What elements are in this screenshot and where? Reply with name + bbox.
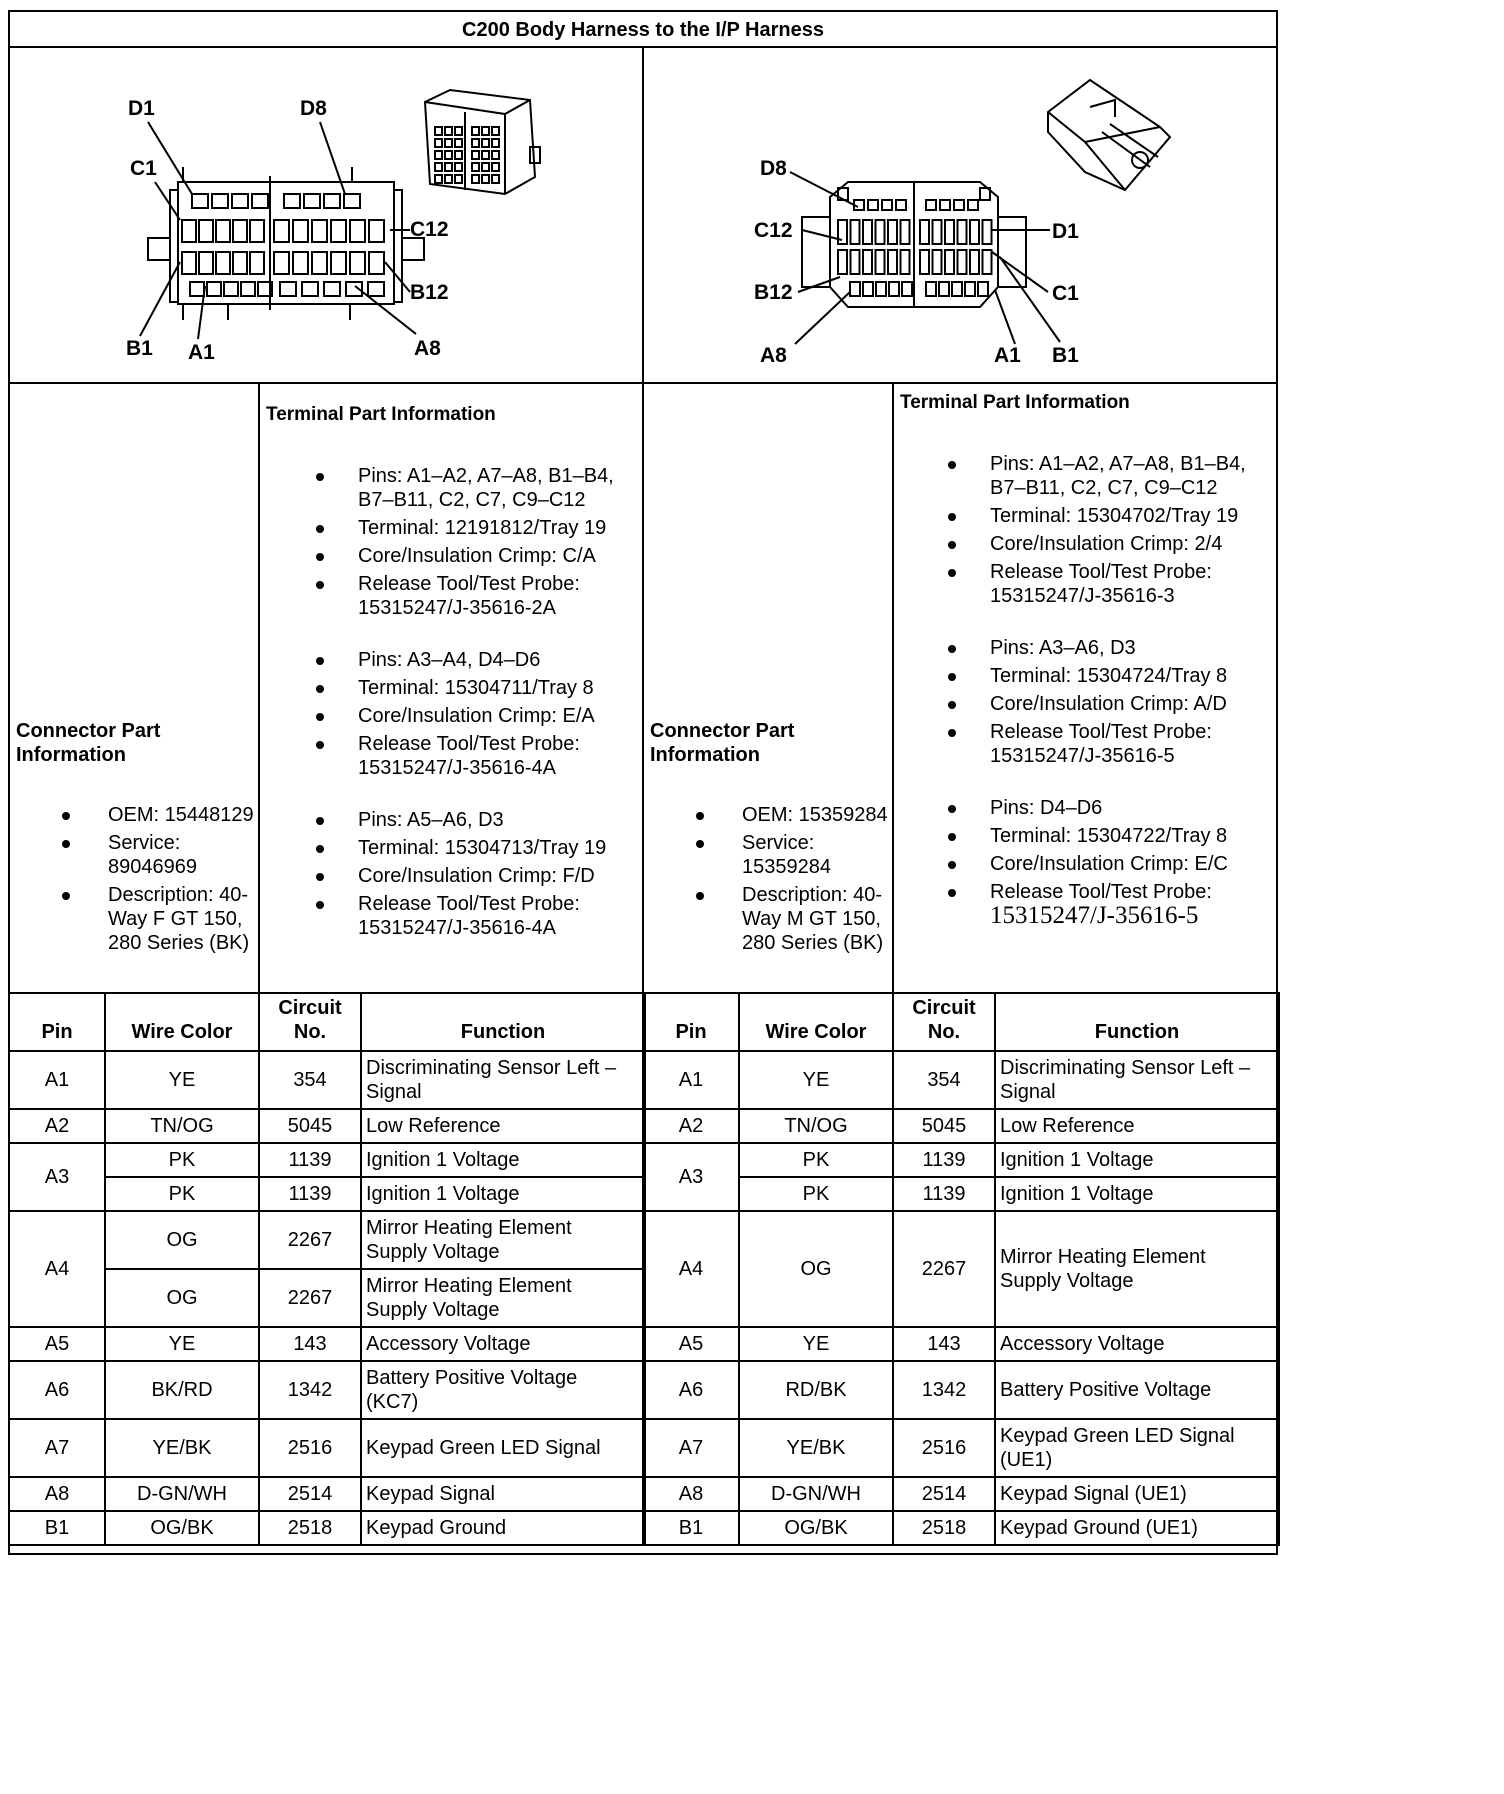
bullet-text-line: 280 Series (BK) [742, 932, 884, 954]
bullet-text-line: 15315247/J-35616-4A [358, 917, 556, 939]
bullet-text-line: Terminal: 15304711/Tray 8 [358, 677, 594, 699]
list-item [60, 883, 260, 955]
list-item [942, 664, 1272, 688]
diagram-label: C1 [130, 157, 157, 180]
circuit-cell: 2267 [893, 1211, 995, 1327]
list-item [942, 532, 1272, 556]
list-item [942, 720, 1272, 768]
table-row [643, 1143, 1279, 1177]
left-connector-diagram [110, 72, 550, 372]
terminal-group [310, 808, 640, 940]
diagram-label: D1 [1052, 220, 1079, 243]
wire-color-cell: PK [739, 1177, 893, 1211]
bullet-text-line: Release Tool/Test Probe: [990, 561, 1212, 583]
pin-cell: A8 [643, 1477, 739, 1511]
leader-line [140, 262, 180, 336]
bullet-text-line: Terminal: 15304713/Tray 19 [358, 837, 607, 859]
wire-color-cell: OG [105, 1211, 259, 1269]
pin-cell: B1 [9, 1511, 105, 1545]
function-cell: Ignition 1 Voltage [995, 1143, 1279, 1177]
wire-color-cell: YE/BK [739, 1419, 893, 1477]
bullet-text-line: 15359284 [742, 856, 831, 878]
leader-line [995, 290, 1015, 344]
wire-color-cell: YE/BK [105, 1419, 259, 1477]
function-cell: Ignition 1 Voltage [361, 1143, 645, 1177]
bullet-text-line: 280 Series (BK) [108, 932, 250, 954]
function-cell: Keypad Green LED Signal (UE1) [995, 1419, 1279, 1477]
pin-cell: A3 [643, 1143, 739, 1211]
connector-part-list [694, 803, 894, 959]
wire-color-cell: PK [105, 1177, 259, 1211]
terminal-group [942, 452, 1272, 608]
pin-cell: A5 [9, 1327, 105, 1361]
terminal-part-list [310, 464, 640, 968]
diagram-label: A8 [414, 337, 441, 360]
circuit-cell: 1139 [893, 1143, 995, 1177]
wire-color-cell: OG [739, 1211, 893, 1327]
connector-3d-view [1048, 80, 1170, 190]
list-item [310, 516, 640, 540]
bullet-text-line: B7–B11, C2, C7, C9–C12 [990, 477, 1218, 499]
function-cell: Battery Positive Voltage (KC7) [361, 1361, 645, 1419]
wire-color-cell: YE [739, 1051, 893, 1109]
list-item [310, 864, 640, 888]
column-header-function: Function [995, 993, 1279, 1051]
bullet-text-line: 15315247/J-35616-5 [990, 902, 1199, 929]
list-item [310, 836, 640, 860]
diagram-label: A8 [760, 344, 787, 367]
bullet-text-line: Core/Insulation Crimp: F/D [358, 865, 595, 887]
diagram-label: B1 [126, 337, 153, 360]
bullet-icon [948, 805, 956, 813]
wire-color-cell: OG/BK [105, 1511, 259, 1545]
bullet-text-line: OEM: 15359284 [742, 804, 888, 826]
circuit-cell: 1139 [893, 1177, 995, 1211]
list-item [60, 803, 260, 827]
bullet-icon [948, 461, 956, 469]
terminal-group [942, 796, 1272, 928]
bullet-text-line: Release Tool/Test Probe: [990, 881, 1212, 903]
divider [10, 382, 1276, 384]
wire-color-cell: PK [739, 1143, 893, 1177]
bullet-icon [62, 892, 70, 900]
circuit-cell: 2514 [259, 1477, 361, 1511]
table-row [9, 1143, 645, 1177]
bullet-icon [948, 569, 956, 577]
bullet-text-line: Terminal: 15304724/Tray 8 [990, 665, 1228, 687]
bullet-icon [316, 817, 324, 825]
circuit-cell: 5045 [893, 1109, 995, 1143]
table-row [643, 1327, 1279, 1361]
bullet-text-line: OEM: 15448129 [108, 804, 254, 826]
wire-color-cell: TN/OG [105, 1109, 259, 1143]
connector-part-heading: Connector Part Information [16, 720, 161, 766]
circuit-cell: 2514 [893, 1477, 995, 1511]
function-cell: Discriminating Sensor Left – Signal [361, 1051, 645, 1109]
wire-color-cell: D-GN/WH [105, 1477, 259, 1511]
function-cell: Battery Positive Voltage [995, 1361, 1279, 1419]
circuit-cell: 354 [893, 1051, 995, 1109]
column-header-pin: Pin [643, 993, 739, 1051]
function-cell: Mirror Heating Element Supply Voltage [995, 1211, 1279, 1327]
table-row [9, 1361, 645, 1419]
bullet-text-line: Terminal: 15304702/Tray 19 [990, 505, 1239, 527]
bullet-icon [316, 581, 324, 589]
wire-color-cell: YE [105, 1327, 259, 1361]
function-cell: Mirror Heating Element Supply Voltage [361, 1211, 645, 1269]
bullet-icon [948, 861, 956, 869]
bullet-text-line: Way M GT 150, [742, 908, 881, 930]
diagram-label: B12 [754, 281, 793, 304]
connector-sheet [8, 10, 1278, 1555]
bullet-text-line: Core/Insulation Crimp: E/C [990, 853, 1228, 875]
bullet-icon [316, 901, 324, 909]
table-row [643, 1477, 1279, 1511]
leader-line [320, 122, 345, 194]
pin-cell: A6 [643, 1361, 739, 1419]
bullet-text-line: Core/Insulation Crimp: C/A [358, 545, 596, 567]
bullet-text-line: 15315247/J-35616-2A [358, 597, 556, 619]
bullet-text-line: Service: [742, 832, 815, 854]
list-item [310, 732, 640, 780]
list-item [942, 796, 1272, 820]
bullet-icon [948, 729, 956, 737]
leader-line [385, 262, 410, 292]
function-cell: Keypad Green LED Signal [361, 1419, 645, 1477]
list-item [694, 831, 894, 879]
list-item [310, 892, 640, 940]
pin-cell: A6 [9, 1361, 105, 1419]
function-cell: Discriminating Sensor Left – Signal [995, 1051, 1279, 1109]
function-cell: Low Reference [995, 1109, 1279, 1143]
leader-line [198, 286, 205, 339]
circuit-cell: 2267 [259, 1269, 361, 1327]
function-cell: Mirror Heating Element Supply Voltage [361, 1269, 645, 1327]
bullet-icon [696, 840, 704, 848]
list-item [942, 452, 1272, 500]
wire-color-cell: D-GN/WH [739, 1477, 893, 1511]
bullet-text-line: 15315247/J-35616-3 [990, 585, 1175, 607]
circuit-cell: 1342 [259, 1361, 361, 1419]
bullet-text-line: Pins: A3–A4, D4–D6 [358, 649, 541, 671]
table-row [9, 1051, 645, 1109]
bullet-icon [316, 873, 324, 881]
pin-cell: B1 [643, 1511, 739, 1545]
pin-cell: A4 [643, 1211, 739, 1327]
function-cell: Keypad Signal (UE1) [995, 1477, 1279, 1511]
list-item [942, 880, 1272, 928]
sheet-title: C200 Body Harness to the I/P Harness [462, 19, 824, 41]
wire-color-cell: OG/BK [739, 1511, 893, 1545]
circuit-cell: 143 [259, 1327, 361, 1361]
bullet-icon [62, 840, 70, 848]
connector-part-heading: Connector Part Information [650, 720, 795, 766]
bullet-text-line: Terminal: 12191812/Tray 19 [358, 517, 607, 539]
list-item [60, 831, 260, 879]
function-cell: Keypad Ground (UE1) [995, 1511, 1279, 1545]
diagram-label: C12 [754, 219, 793, 242]
diagram-label: B12 [410, 281, 449, 304]
connector-part-list [60, 803, 260, 959]
circuit-cell: 143 [893, 1327, 995, 1361]
list-item [942, 636, 1272, 660]
bullet-text-line: Release Tool/Test Probe: [358, 893, 580, 915]
bullet-text-line: Release Tool/Test Probe: [358, 733, 580, 755]
pin-cell: A1 [9, 1051, 105, 1109]
table-row [9, 1477, 645, 1511]
bullet-icon [948, 673, 956, 681]
bullet-icon [948, 701, 956, 709]
terminal-group [310, 464, 640, 620]
wire-color-cell: OG [105, 1269, 259, 1327]
list-item [942, 692, 1272, 716]
column-header-circuit: Circuit No. [893, 993, 995, 1051]
table-row [9, 1327, 645, 1361]
leader-line [795, 292, 850, 344]
bullet-icon [316, 845, 324, 853]
diagram-label: B1 [1052, 344, 1079, 367]
table-row [643, 1419, 1279, 1477]
circuit-cell: 2518 [259, 1511, 361, 1545]
terminal-part-heading: Terminal Part Information [266, 404, 496, 425]
bullet-text-line: Core/Insulation Crimp: E/A [358, 705, 595, 727]
list-item [310, 572, 640, 620]
table-row [643, 1051, 1279, 1109]
bullet-text-line: Core/Insulation Crimp: 2/4 [990, 533, 1223, 555]
table-row [9, 1109, 645, 1143]
bullet-text-line: Terminal: 15304722/Tray 8 [990, 825, 1228, 847]
bullet-icon [948, 541, 956, 549]
circuit-cell: 2518 [893, 1511, 995, 1545]
pin-cell: A1 [643, 1051, 739, 1109]
circuit-cell: 2516 [893, 1419, 995, 1477]
bullet-text-line: Pins: A1–A2, A7–A8, B1–B4, [990, 453, 1246, 475]
pin-cell: A2 [643, 1109, 739, 1143]
bullet-text-line: Release Tool/Test Probe: [990, 721, 1212, 743]
bullet-text-line: Release Tool/Test Probe: [358, 573, 580, 595]
divider [642, 46, 644, 994]
bullet-icon [316, 473, 324, 481]
function-cell: Low Reference [361, 1109, 645, 1143]
function-cell: Keypad Ground [361, 1511, 645, 1545]
function-cell: Ignition 1 Voltage [995, 1177, 1279, 1211]
table-row [643, 1511, 1279, 1545]
column-header-wire-color: Wire Color [105, 993, 259, 1051]
pin-cell: A3 [9, 1143, 105, 1211]
bullet-text-line: Pins: D4–D6 [990, 797, 1103, 819]
table-row [9, 1419, 645, 1477]
bullet-icon [316, 553, 324, 561]
function-cell: Accessory Voltage [995, 1327, 1279, 1361]
wire-color-cell: YE [105, 1051, 259, 1109]
list-item [310, 464, 640, 512]
wire-color-cell: YE [739, 1327, 893, 1361]
table-header-row [9, 993, 645, 1051]
circuit-cell: 5045 [259, 1109, 361, 1143]
bullet-icon [948, 833, 956, 841]
bullet-icon [316, 741, 324, 749]
list-item [310, 704, 640, 728]
wire-color-cell: BK/RD [105, 1361, 259, 1419]
diagram-label: D8 [300, 97, 327, 120]
diagram-label: D8 [760, 157, 787, 180]
pin-cell: A4 [9, 1211, 105, 1327]
bullet-text-line: Pins: A3–A6, D3 [990, 637, 1136, 659]
list-item [694, 883, 894, 955]
right-connector-diagram [730, 72, 1190, 372]
bullet-text-line: Core/Insulation Crimp: A/D [990, 693, 1227, 715]
leader-line [155, 182, 180, 220]
diagram-label: A1 [188, 341, 215, 364]
table-row [9, 1177, 645, 1211]
pin-cell: A7 [9, 1419, 105, 1477]
bullet-text-line: Pins: A5–A6, D3 [358, 809, 504, 831]
pin-table-left [8, 992, 646, 1546]
terminal-part-heading: Terminal Part Information [900, 392, 1130, 413]
pin-table-right [642, 992, 1280, 1546]
column-header-pin: Pin [9, 993, 105, 1051]
leader-line [355, 286, 416, 334]
bullet-text-line: B7–B11, C2, C7, C9–C12 [358, 489, 586, 511]
table-row [9, 1269, 645, 1327]
circuit-cell: 1139 [259, 1177, 361, 1211]
column-header-function: Function [361, 993, 645, 1051]
table-row [643, 1109, 1279, 1143]
diagram-label: C12 [410, 218, 449, 241]
bullet-text-line: 15315247/J-35616-4A [358, 757, 556, 779]
list-item [310, 808, 640, 832]
circuit-cell: 2267 [259, 1211, 361, 1269]
bullet-icon [696, 812, 704, 820]
table-row [9, 1211, 645, 1269]
list-item [942, 824, 1272, 848]
wire-color-cell: TN/OG [739, 1109, 893, 1143]
bullet-text-line: Way F GT 150, [108, 908, 243, 930]
wire-color-cell: RD/BK [739, 1361, 893, 1419]
pin-cell: A7 [643, 1419, 739, 1477]
column-header-wire-color: Wire Color [739, 993, 893, 1051]
bullet-icon [316, 713, 324, 721]
leader-line [802, 230, 842, 240]
diagram-label: A1 [994, 344, 1021, 367]
list-item [942, 852, 1272, 876]
table-header-row [643, 993, 1279, 1051]
function-cell: Keypad Signal [361, 1477, 645, 1511]
column-header-circuit: Circuit No. [259, 993, 361, 1051]
bullet-text-line: Service: [108, 832, 181, 854]
table-row [643, 1211, 1279, 1327]
list-item [310, 676, 640, 700]
diagram-label: D1 [128, 97, 155, 120]
bullet-icon [948, 889, 956, 897]
bullet-icon [948, 513, 956, 521]
terminal-group [942, 636, 1272, 768]
bullet-icon [316, 685, 324, 693]
connector-3d-view [425, 90, 540, 194]
bullet-text-line: 15315247/J-35616-5 [990, 745, 1175, 767]
terminal-group [310, 648, 640, 780]
circuit-cell: 2516 [259, 1419, 361, 1477]
bullet-icon [316, 525, 324, 533]
list-item [942, 504, 1272, 528]
circuit-cell: 1342 [893, 1361, 995, 1419]
function-cell: Ignition 1 Voltage [361, 1177, 645, 1211]
list-item [942, 560, 1272, 608]
function-cell: Accessory Voltage [361, 1327, 645, 1361]
terminal-part-list [942, 452, 1272, 956]
circuit-cell: 1139 [259, 1143, 361, 1177]
list-item [694, 803, 894, 827]
bullet-text-line: 89046969 [108, 856, 197, 878]
bullet-text-line: Description: 40- [108, 884, 249, 906]
table-row [643, 1361, 1279, 1419]
wire-color-cell: PK [105, 1143, 259, 1177]
pin-cell: A8 [9, 1477, 105, 1511]
bullet-icon [696, 892, 704, 900]
bullet-text-line: Description: 40- [742, 884, 883, 906]
bullet-icon [62, 812, 70, 820]
bullet-text-line: Pins: A1–A2, A7–A8, B1–B4, [358, 465, 614, 487]
bullet-icon [316, 657, 324, 665]
circuit-cell: 354 [259, 1051, 361, 1109]
list-item [310, 648, 640, 672]
table-row [9, 1511, 645, 1545]
list-item [310, 544, 640, 568]
bullet-icon [948, 645, 956, 653]
diagram-label: C1 [1052, 282, 1079, 305]
pin-cell: A2 [9, 1109, 105, 1143]
pin-cell: A5 [643, 1327, 739, 1361]
table-row [643, 1177, 1279, 1211]
